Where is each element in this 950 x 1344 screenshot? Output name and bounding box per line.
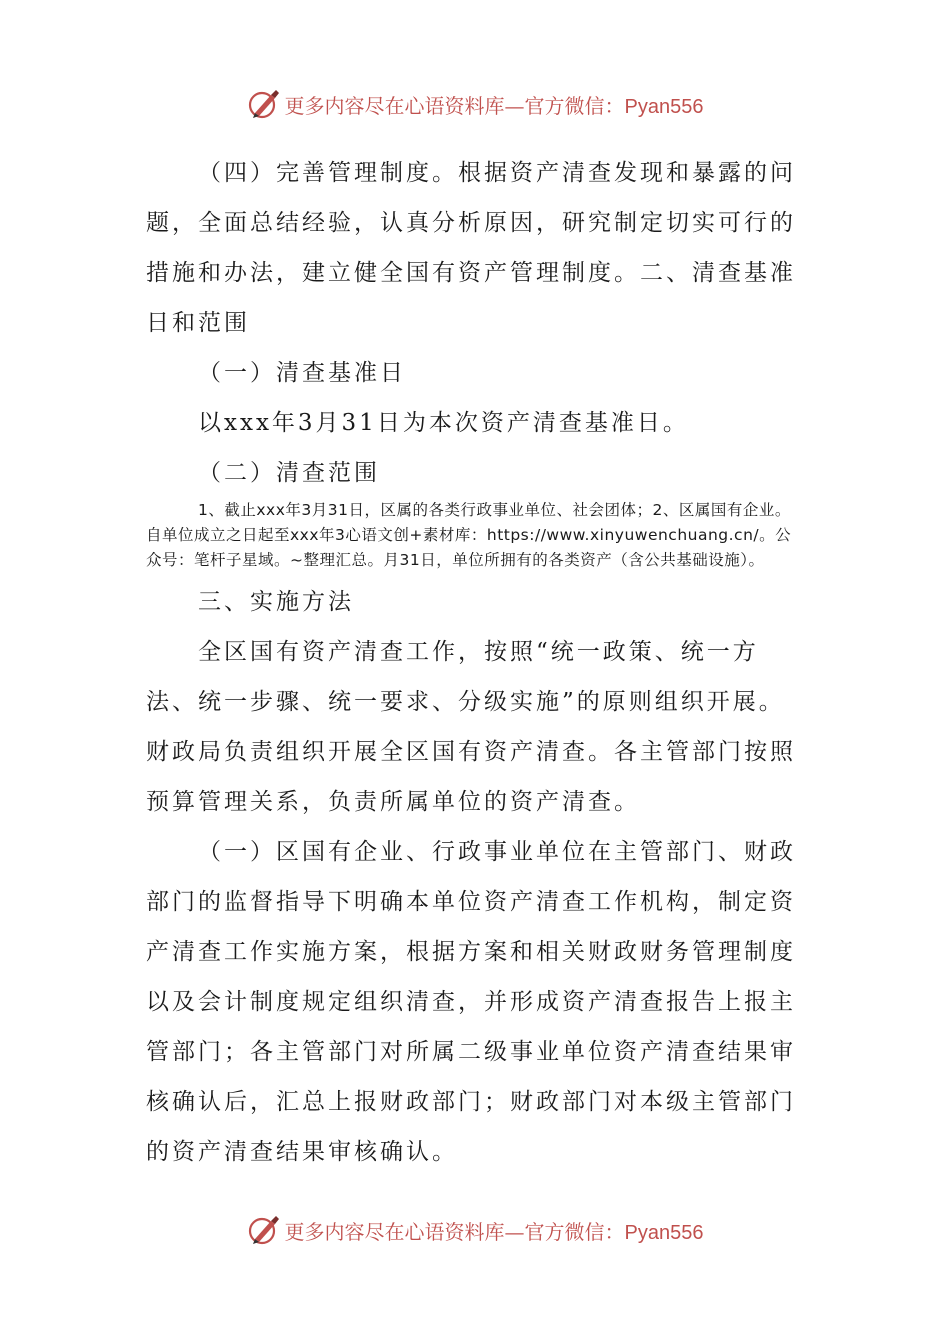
banner-text: 更多内容尽在心语资料库—官方微信：Pyan556: [284, 93, 704, 118]
banner-text: 更多内容尽在心语资料库—官方微信：Pyan556: [284, 1219, 704, 1244]
paragraph-methods: 全区国有资产清查工作，按照“统一政策、统一方法、统一步骤、统一要求、分级实施”的原则组织开展。财政局负责组织开展全区国有资产清查。各主管部门按照预算管理关系，负责所属单位的资产清查。: [146, 639, 796, 815]
wechat-id: Pyan556: [624, 1221, 704, 1244]
paragraph-improve-system: （四）完善管理制度。根据资产清查发现和暴露的问题，全面总结经验，认真分析原因，研究制定切实可行的措施和办法，建立健全国有资产管理制度。二、清查基准日和范围: [146, 160, 796, 336]
heading-base-date: （一）清查基准日: [198, 360, 406, 386]
paragraph-enterprise-units: （一）区国有企业、行政事业单位在主管部门、财政部门的监督指导下明确本单位资产清查工作机构，制定资产清查工作实施方案，根据方案和相关财政财务管理制度以及会计制度规定组织清查，并形成资产清查报告上报主管部门；各主管部门对所属二级事业单位资产清查结果审核确认后，汇总上报财政部门；财政部门对本级主管部门的资产清查结果审核确认。: [146, 839, 796, 1165]
wechat-id: Pyan556: [624, 95, 704, 118]
header-banner: [0, 84, 950, 124]
paragraph-scope: 1、截止xxx年3月31日，区属的各类行政事业单位、社会团体；2、区属国有企业。自单位成立之日起至xxx年3心语文创+素材库：https://www.xinyuwenchuang.cn/。公众号：笔杆子星域。~整理汇总。月31日，单位所拥有的各类资产（含公共基础设施）。: [146, 501, 792, 569]
pen-logo-icon: [247, 87, 281, 121]
paragraph-base-date: 以xxx年3月31日为本次资产清查基准日。: [198, 410, 689, 436]
pen-logo-icon: [247, 1213, 281, 1247]
document-body: [146, 148, 806, 1177]
heading-scope: （二）清查范围: [198, 460, 380, 486]
heading-methods: 三、实施方法: [198, 589, 354, 615]
footer-banner: [0, 1210, 950, 1250]
